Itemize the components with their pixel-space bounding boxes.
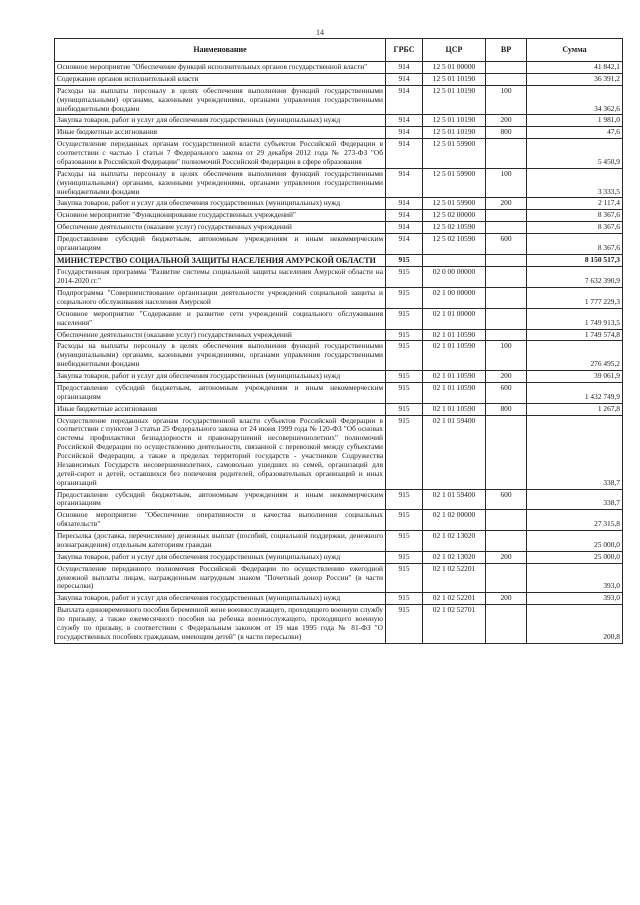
row-vr-cell	[486, 62, 527, 74]
row-name-cell: Выплата единовременного пособия беременной жене военнослужащего, проходящего военную службу по призыву, а также ежемесячного пособия на ребенка военнослужащего, проходящего военную службу по призыву, в соответствии с Федеральным законом от 19 мая 1995 года № 81-ФЗ "О государственных пособиях гражданам, имеющим детей" (в части пересылки)	[55, 605, 386, 644]
row-name-cell: Осуществление переданных органам государственной власти субъектов Российской Федерации в соответствии с пунктом 3 статьи 25 Федерального закона от 24 июня 1999 года № 120-ФЗ "Об основах системы профилактики безнадзорности и правонарушений несовершеннолетних" полномочий Российской Федерации по осуществлению деятельности, связанной с перевозкой между субъектами Российской Федерации, а также в пределах территорий государств - участников Содружества Независимых Государств несовершеннолетних, самовольно ушедших из семей, организаций для детей-сирот и детей, оставшихся без попечения родителей, образовательных организаций и иных организаций	[55, 415, 386, 489]
row-csr-cell: 12 5 01 10190	[423, 127, 486, 139]
row-vr-cell: 200	[486, 551, 527, 563]
row-grbs-cell: 915	[386, 288, 423, 309]
row-sum-cell: 1 749 574,8	[527, 329, 623, 341]
row-grbs-cell: 914	[386, 115, 423, 127]
row-vr-cell	[486, 254, 527, 267]
row-csr-cell: 12 5 02 10590	[423, 234, 486, 255]
row-name-cell: Предоставление субсидий бюджетным, автономным учреждениям и иным некоммерческим организациям	[55, 382, 386, 403]
row-vr-cell: 600	[486, 382, 527, 403]
row-csr-cell: 02 1 00 00000	[423, 288, 486, 309]
table-row	[55, 139, 623, 169]
page-number: 14	[316, 28, 324, 37]
row-vr-cell: 200	[486, 198, 527, 210]
row-name-cell: Закупка товаров, работ и услуг для обеспечения государственных (муниципальных) нужд	[55, 115, 386, 127]
table-row	[55, 551, 623, 563]
row-sum-cell: 47,6	[527, 127, 623, 139]
row-sum-cell: 25 000,0	[527, 551, 623, 563]
row-sum-cell: 338,7	[527, 489, 623, 510]
row-name-cell: Иные бюджетные ассигнования	[55, 127, 386, 139]
header-vr: ВР	[486, 39, 527, 62]
table-row	[55, 605, 623, 644]
table-row	[55, 85, 623, 115]
row-grbs-cell: 915	[386, 510, 423, 531]
table-row	[55, 62, 623, 74]
row-grbs-cell: 915	[386, 267, 423, 288]
row-vr-cell: 800	[486, 127, 527, 139]
row-grbs-cell: 915	[386, 308, 423, 329]
row-csr-cell: 12 5 01 10190	[423, 73, 486, 85]
row-name-cell: Основное мероприятие "Обеспечение оперативности и качества выполнения социальных обязательств"	[55, 510, 386, 531]
row-csr-cell: 02 1 02 52201	[423, 593, 486, 605]
row-sum-cell: 8 367,6	[527, 234, 623, 255]
row-sum-cell: 39 061,9	[527, 371, 623, 383]
row-csr-cell: 12 5 01 10190	[423, 115, 486, 127]
row-grbs-cell: 915	[386, 551, 423, 563]
row-grbs-cell: 915	[386, 415, 423, 489]
row-csr-cell: 12 5 01 59900	[423, 198, 486, 210]
row-sum-cell: 276 495,2	[527, 341, 623, 371]
row-name-cell: Предоставление субсидий бюджетным, автономным учреждениям и иным некоммерческим организациям	[55, 234, 386, 255]
row-csr-cell: 02 1 01 10590	[423, 371, 486, 383]
row-vr-cell: 100	[486, 85, 527, 115]
row-name-cell: Пересылка (доставка, перечисление) денежных выплат (пособий, социальной поддержки, денежного вознаграждения) отдельным категориям граждан	[55, 531, 386, 552]
header-grbs: ГРБС	[386, 39, 423, 62]
row-grbs-cell: 914	[386, 210, 423, 222]
table-row	[55, 308, 623, 329]
row-name-cell: Осуществление переданных органам государственной власти субъектов Российской Федерации в соответствии с частью 1 статьи 7 Федерального закона от 29 декабря 2012 года № 273-ФЗ "Об образовании в Российской Федерации" полномочий Российской Федерации в сфере образования	[55, 139, 386, 169]
row-csr-cell: 02 1 02 13020	[423, 551, 486, 563]
row-name-cell: Расходы на выплаты персоналу в целях обеспечения выполнения функций государственными (муниципальными) органами, казенными учреждениями, органами управления государственными внебюджетными фондами	[55, 85, 386, 115]
row-grbs-cell: 915	[386, 593, 423, 605]
row-sum-cell: 3 333,5	[527, 168, 623, 198]
row-csr-cell: 02 1 02 00000	[423, 510, 486, 531]
row-csr-cell: 02 1 01 10590	[423, 329, 486, 341]
table-row	[55, 489, 623, 510]
row-sum-cell: 5 450,9	[527, 139, 623, 169]
row-vr-cell: 200	[486, 593, 527, 605]
row-sum-cell: 200,8	[527, 605, 623, 644]
row-sum-cell: 2 117,4	[527, 198, 623, 210]
row-vr-cell	[486, 210, 527, 222]
row-name-cell: Обеспечение деятельности (оказание услуг) государственных учреждений	[55, 329, 386, 341]
row-grbs-cell: 915	[386, 341, 423, 371]
row-sum-cell: 8 367,6	[527, 210, 623, 222]
row-name-cell: Основное мероприятие "Содержание и развитие сети учреждений социального обслуживания населения"	[55, 308, 386, 329]
table-row	[55, 341, 623, 371]
row-csr-cell: 02 1 01 59400	[423, 489, 486, 510]
row-csr-cell: 02 1 01 00000	[423, 308, 486, 329]
row-vr-cell	[486, 415, 527, 489]
row-csr-cell	[423, 254, 486, 267]
table-row	[55, 73, 623, 85]
row-grbs-cell: 915	[386, 489, 423, 510]
row-sum-cell: 27 315,8	[527, 510, 623, 531]
row-vr-cell	[486, 139, 527, 169]
row-name-cell: Обеспечение деятельности (оказание услуг) государственных учреждений	[55, 222, 386, 234]
row-grbs-cell: 915	[386, 382, 423, 403]
table-row	[55, 127, 623, 139]
row-name-cell: Содержание органов исполнительной власти	[55, 73, 386, 85]
row-grbs-cell: 914	[386, 234, 423, 255]
row-vr-cell	[486, 563, 527, 593]
row-vr-cell: 200	[486, 371, 527, 383]
row-name-cell: Закупка товаров, работ и услуг для обеспечения государственных (муниципальных) нужд	[55, 551, 386, 563]
row-vr-cell	[486, 222, 527, 234]
row-vr-cell	[486, 605, 527, 644]
row-sum-cell: 36 391,2	[527, 73, 623, 85]
table-body	[55, 62, 623, 644]
row-name-cell: МИНИСТЕРСТВО СОЦИАЛЬНОЙ ЗАЩИТЫ НАСЕЛЕНИЯ АМУРСКОЙ ОБЛАСТИ	[55, 254, 386, 267]
row-csr-cell: 02 0 00 00000	[423, 267, 486, 288]
row-vr-cell	[486, 531, 527, 552]
row-sum-cell: 8 367,6	[527, 222, 623, 234]
row-name-cell: Расходы на выплаты персоналу в целях обеспечения выполнения функций государственными (муниципальными) органами, казенными учреждениями, органами управления государственными внебюджетными фондами	[55, 168, 386, 198]
row-name-cell: Предоставление субсидий бюджетным, автономным учреждениям и иным некоммерческим организациям	[55, 489, 386, 510]
table-row	[55, 403, 623, 415]
table-row	[55, 329, 623, 341]
row-sum-cell: 34 362,6	[527, 85, 623, 115]
header-name: Наименование	[55, 39, 386, 62]
table-row	[55, 115, 623, 127]
table-row	[55, 593, 623, 605]
row-csr-cell: 12 5 01 10190	[423, 85, 486, 115]
row-grbs-cell: 914	[386, 85, 423, 115]
table-row	[55, 510, 623, 531]
row-sum-cell: 8 150 517,3	[527, 254, 623, 267]
row-grbs-cell: 914	[386, 73, 423, 85]
row-vr-cell	[486, 329, 527, 341]
row-csr-cell: 02 1 02 52701	[423, 605, 486, 644]
row-vr-cell: 100	[486, 341, 527, 371]
row-sum-cell: 393,0	[527, 593, 623, 605]
row-name-cell: Основное мероприятие "Функционирование государственных учреждений"	[55, 210, 386, 222]
row-grbs-cell: 915	[386, 563, 423, 593]
row-csr-cell: 12 5 01 59900	[423, 168, 486, 198]
row-grbs-cell: 914	[386, 222, 423, 234]
table-row	[55, 210, 623, 222]
table-row	[55, 382, 623, 403]
table-row	[55, 254, 623, 267]
table-row	[55, 168, 623, 198]
row-name-cell: Основное мероприятие "Обеспечение функций исполнительных органов государственной власти"	[55, 62, 386, 74]
row-vr-cell	[486, 267, 527, 288]
row-grbs-cell: 914	[386, 198, 423, 210]
row-vr-cell	[486, 510, 527, 531]
row-sum-cell: 7 632 390,9	[527, 267, 623, 288]
row-sum-cell: 338,7	[527, 415, 623, 489]
row-csr-cell: 02 1 02 13020	[423, 531, 486, 552]
row-csr-cell: 12 5 01 00000	[423, 62, 486, 74]
table-row	[55, 267, 623, 288]
row-csr-cell: 02 1 01 10590	[423, 341, 486, 371]
row-grbs-cell: 915	[386, 254, 423, 267]
row-grbs-cell: 915	[386, 329, 423, 341]
row-name-cell: Закупка товаров, работ и услуг для обеспечения государственных (муниципальных) нужд	[55, 593, 386, 605]
row-grbs-cell: 915	[386, 371, 423, 383]
row-name-cell: Расходы на выплаты персоналу в целях обеспечения выполнения функций государственными (муниципальными) органами, казенными учреждениями, органами управления государственными внебюджетными фондами	[55, 341, 386, 371]
row-vr-cell: 100	[486, 168, 527, 198]
table-row	[55, 234, 623, 255]
header-sum: Сумма	[527, 39, 623, 62]
row-name-cell: Подпрограмма "Совершенствование организации деятельности учреждений социальной защиты и социального обслуживания населения Амурской	[55, 288, 386, 309]
row-name-cell: Иные бюджетные ассигнования	[55, 403, 386, 415]
row-grbs-cell: 914	[386, 127, 423, 139]
row-vr-cell	[486, 308, 527, 329]
row-vr-cell: 600	[486, 489, 527, 510]
header-csr: ЦСР	[423, 39, 486, 62]
row-grbs-cell: 915	[386, 531, 423, 552]
row-name-cell: Закупка товаров, работ и услуг для обеспечения государственных (муниципальных) нужд	[55, 371, 386, 383]
row-vr-cell	[486, 73, 527, 85]
row-csr-cell: 12 5 02 10590	[423, 222, 486, 234]
budget-table	[54, 38, 623, 644]
row-name-cell: Осуществление переданного полномочия Российской Федерации по осуществлению ежегодной денежной выплаты лицам, награжденным нагрудным знаком "Почетный донор России" (в части пересылки)	[55, 563, 386, 593]
row-vr-cell: 600	[486, 234, 527, 255]
row-csr-cell: 12 5 01 59900	[423, 139, 486, 169]
row-grbs-cell: 914	[386, 168, 423, 198]
row-name-cell: Закупка товаров, работ и услуг для обеспечения государственных (муниципальных) нужд	[55, 198, 386, 210]
row-grbs-cell: 914	[386, 62, 423, 74]
row-vr-cell: 200	[486, 115, 527, 127]
row-name-cell: Государственная программа "Развитие системы социальной защиты населения Амурской области на 2014-2020 гг."	[55, 267, 386, 288]
table-row	[55, 415, 623, 489]
row-sum-cell: 1 981,0	[527, 115, 623, 127]
row-grbs-cell: 915	[386, 605, 423, 644]
row-csr-cell: 02 1 02 52201	[423, 563, 486, 593]
row-vr-cell: 800	[486, 403, 527, 415]
row-sum-cell: 41 842,1	[527, 62, 623, 74]
table-row	[55, 222, 623, 234]
table-row	[55, 563, 623, 593]
row-grbs-cell: 914	[386, 139, 423, 169]
table-row	[55, 531, 623, 552]
row-sum-cell: 1 749 913,5	[527, 308, 623, 329]
row-grbs-cell: 915	[386, 403, 423, 415]
table-row	[55, 288, 623, 309]
row-sum-cell: 1 777 229,3	[527, 288, 623, 309]
row-sum-cell: 1 432 749,9	[527, 382, 623, 403]
row-vr-cell	[486, 288, 527, 309]
row-csr-cell: 02 1 01 10590	[423, 382, 486, 403]
table-header-row	[55, 39, 623, 62]
table-row	[55, 198, 623, 210]
row-sum-cell: 25 000,0	[527, 531, 623, 552]
table-row	[55, 371, 623, 383]
row-sum-cell: 393,0	[527, 563, 623, 593]
row-csr-cell: 02 1 01 10590	[423, 403, 486, 415]
row-csr-cell: 12 5 02 00000	[423, 210, 486, 222]
row-sum-cell: 1 267,8	[527, 403, 623, 415]
row-csr-cell: 02 1 01 59400	[423, 415, 486, 489]
